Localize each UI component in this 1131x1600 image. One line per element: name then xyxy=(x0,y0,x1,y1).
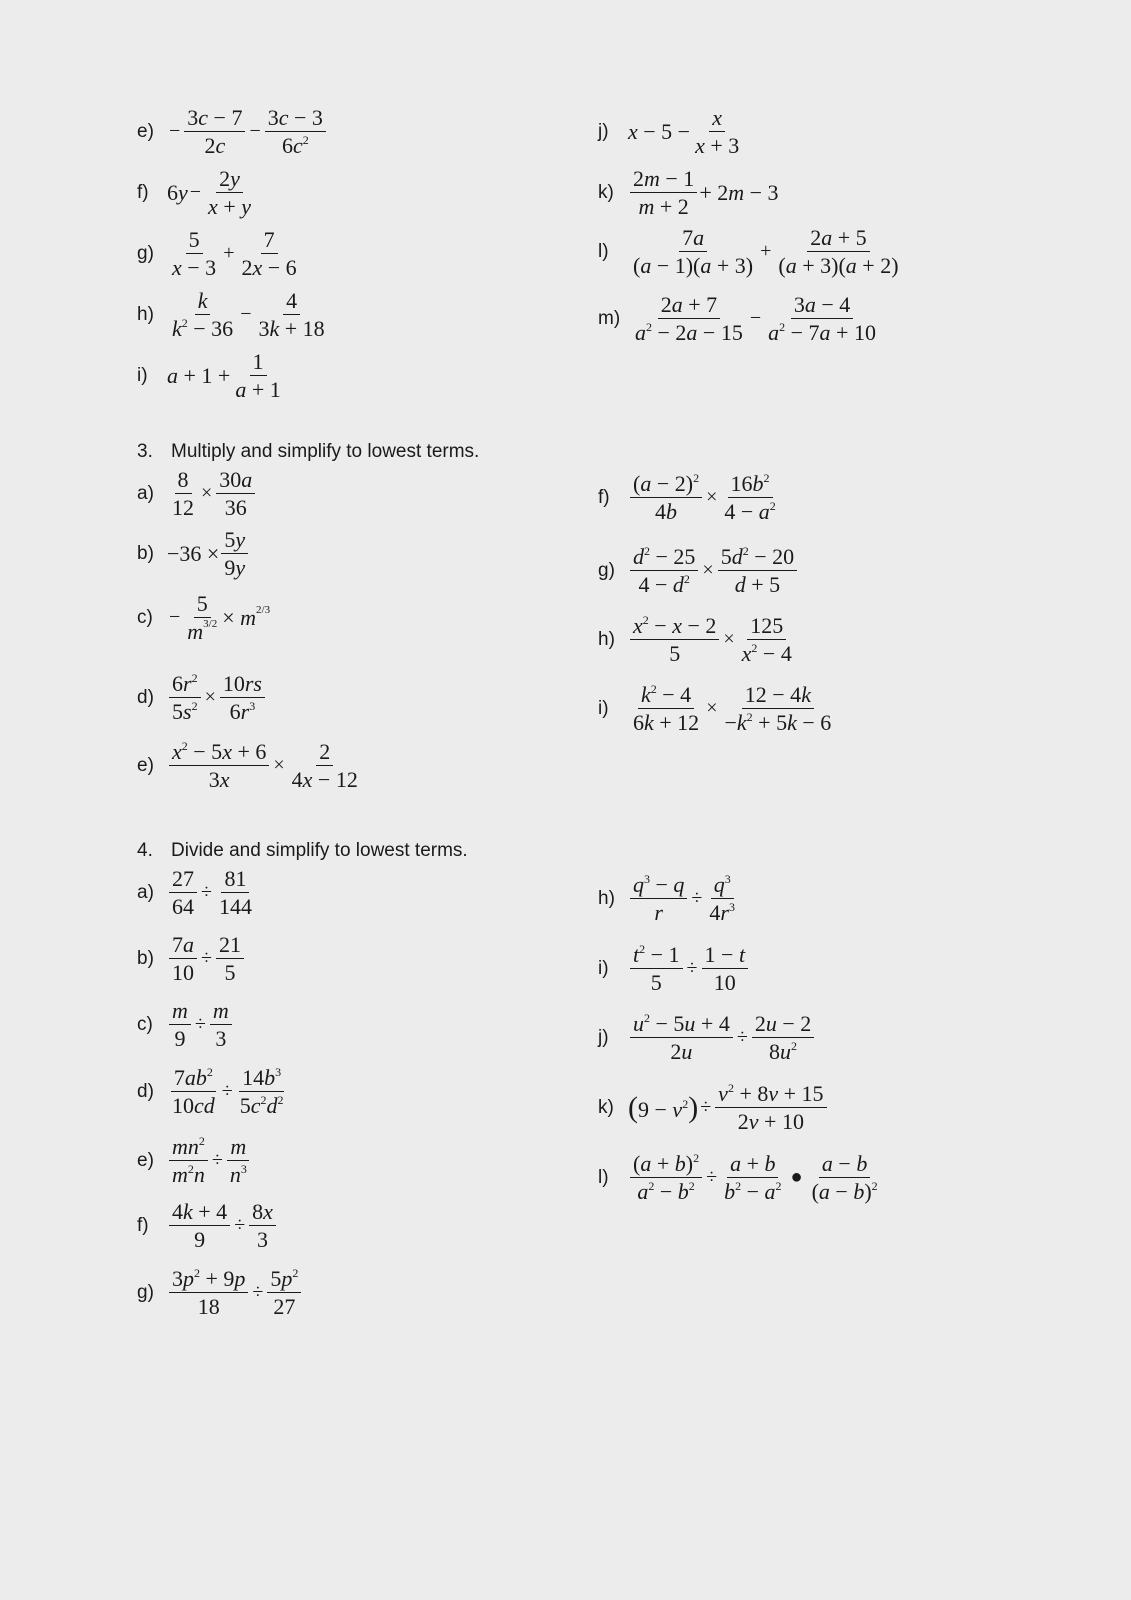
problem-label: k) xyxy=(598,181,614,203)
section-4-heading xyxy=(137,840,468,862)
problem-3d: d) $\frac{6r^2}{5s^2}$ × $\frac{10rs}{6r^3}$ xyxy=(137,670,267,725)
problem-4g: g) $\frac{3p^2 + 9p}{18}$ ÷ $\frac{5p^2}{27}$ xyxy=(137,1265,303,1320)
problem-2g: g) $\frac{5}{x - 3}$ + $\frac{7}{2x - 6}$ xyxy=(137,227,297,280)
problem-label: f) xyxy=(598,486,610,508)
problem-label: l) xyxy=(598,240,609,262)
problem-3b: b) −36 × $\frac{5y}{9y}$ xyxy=(137,526,250,581)
section-instruction: Divide and simplify to lowest terms. xyxy=(171,840,468,861)
problem-2j: j) x − 5 − $\frac{x}{x + 3}$ xyxy=(598,105,740,158)
problem-label: d) xyxy=(137,1080,154,1102)
problem-label: i) xyxy=(137,364,148,386)
problem-label: e) xyxy=(137,754,154,776)
problem-label: c) xyxy=(137,606,153,628)
section-number: 3. xyxy=(137,441,153,462)
problem-label: j) xyxy=(598,120,609,142)
problem-2f: f) 6y − $\frac{2y}{x + y}$ xyxy=(137,166,251,219)
problem-4e: e) $\frac{mn^2}{m^2n}$ ÷ $\frac{m}{n^3}$ xyxy=(137,1133,252,1188)
problem-label: k) xyxy=(598,1096,614,1118)
problem-4j: j) $\frac{u^2 - 5u + 4}{2u}$ ÷ $\frac{2u - 2}{8u^2}$ xyxy=(598,1010,816,1065)
problem-3f: f) $\frac{(a - 2)^2}{4b}$ × $\frac{16b^2}{4 - a^2}$ xyxy=(598,471,776,524)
problem-2k: k) $\frac{2m - 1}{m + 2}$ + 2m − 3 xyxy=(598,166,779,219)
problem-4i: i) $\frac{t^2 - 1}{5}$ ÷ $\frac{1 - t}{10}$ xyxy=(598,941,750,996)
problem-label: g) xyxy=(137,1281,154,1303)
problem-label: e) xyxy=(137,1149,154,1171)
problem-label: f) xyxy=(137,1214,149,1236)
problem-label: h) xyxy=(598,628,615,650)
problem-label: a) xyxy=(137,881,154,903)
problem-label: h) xyxy=(598,887,615,909)
problem-label: l) xyxy=(598,1166,609,1188)
problem-2l: l) $\frac{7a}{(a - 1)(a + 3)}$ + $\frac{2a + 5}{(a + 3)(a + 2)}$ xyxy=(598,225,899,278)
problem-label: g) xyxy=(598,559,615,581)
problem-label: i) xyxy=(598,697,609,719)
problem-4l: l) $\frac{(a + b)^2}{a^2 - b^2}$ ÷ $\frac{a + b}{b^2 - a^2}$ ● $\frac{a - b}{(a - b)^2}$ xyxy=(598,1151,878,1204)
problem-label: a) xyxy=(137,482,154,504)
problem-label: e) xyxy=(137,120,154,142)
problem-4k: k) $(9 - v^2)$ ÷ $\frac{v^2 + 8v + 15}{2v + 10}$ xyxy=(598,1080,829,1135)
problem-label: b) xyxy=(137,542,154,564)
problem-2e: e) − $\frac{3c - 7}{2c}$ − $\frac{3c - 3}{6c^2}$ xyxy=(137,104,328,159)
problem-label: g) xyxy=(137,242,154,264)
problem-4a: a) $\frac{27}{64}$ ÷ $\frac{81}{144}$ xyxy=(137,866,252,919)
problem-3c: c) − $\frac{5}{m^{3/2}}$ × $m^{2/3}$ xyxy=(137,591,271,644)
problem-label: f) xyxy=(137,181,149,203)
section-number: 4. xyxy=(137,840,153,861)
problem-4b: b) $\frac{7a}{10}$ ÷ $\frac{21}{5}$ xyxy=(137,931,246,986)
problem-4c: c) $\frac{m}{9}$ ÷ $\frac{m}{3}$ xyxy=(137,997,234,1052)
section-3-heading xyxy=(137,441,479,463)
problem-4d: d) $\frac{7ab^2}{10cd}$ ÷ $\frac{14b^3}{5c^2d^2}$ xyxy=(137,1065,284,1118)
problem-2i: i) a + 1 + $\frac{1}{a + 1}$ xyxy=(137,349,281,402)
problem-3a: a) $\frac{8}{12}$ × $\frac{30a}{36}$ xyxy=(137,466,257,521)
problem-label: h) xyxy=(137,303,154,325)
section-instruction: Multiply and simplify to lowest terms. xyxy=(171,441,480,462)
problem-label: d) xyxy=(137,686,154,708)
problem-4f: f) $\frac{4k + 4}{9}$ ÷ $\frac{8x}{3}$ xyxy=(137,1198,278,1253)
problem-2h: h) $\frac{k}{k^2 - 36}$ − $\frac{4}{3k + 18}$ xyxy=(137,288,325,341)
problem-2m: m) $\frac{2a + 7}{a^2 - 2a - 15}$ − $\frac{3a - 4}{a^2 - 7a + 10}$ xyxy=(598,292,876,345)
problem-3g: g) $\frac{d^2 - 25}{4 - d^2}$ × $\frac{5d^2 - 20}{d + 5}$ xyxy=(598,543,799,598)
problem-4h: h) $\frac{q^3 - q}{r}$ ÷ $\frac{q^3}{4r^3}$ xyxy=(598,872,735,925)
problem-label: m) xyxy=(598,307,621,329)
problem-label: c) xyxy=(137,1013,153,1035)
problem-label: i) xyxy=(598,957,609,979)
problem-3e: e) $\frac{x^2 - 5x + 6}{3x}$ × $\frac{2}{4x - 12}$ xyxy=(137,739,358,792)
problem-label: j) xyxy=(598,1026,609,1048)
problem-3i: i) $\frac{k^2 - 4}{6k + 12}$ × $\frac{12 - 4k}{-k^2 + 5k - 6}$ xyxy=(598,682,832,735)
problem-3h: h) $\frac{x^2 - x - 2}{5}$ × $\frac{125}{x^2 - 4}$ xyxy=(598,613,792,666)
problem-label: b) xyxy=(137,947,154,969)
